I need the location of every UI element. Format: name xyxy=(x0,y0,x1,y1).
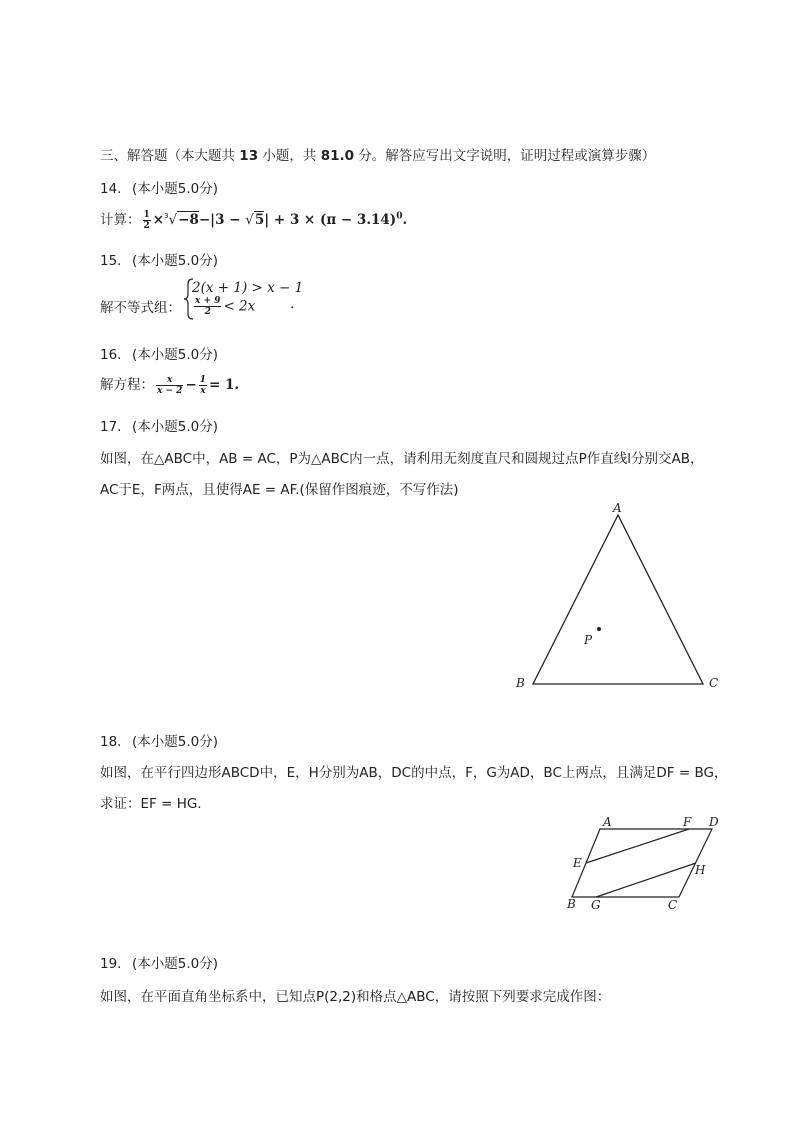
q14-frac-num: 1 xyxy=(143,209,150,220)
q18-parallelogram xyxy=(572,829,712,897)
q16-fraction-1 xyxy=(156,375,183,396)
section-count: 13 xyxy=(239,148,259,164)
q15-header xyxy=(100,249,218,269)
q18-label-f: F xyxy=(683,815,692,829)
q19-score: (本小题5.0分) xyxy=(132,956,219,972)
q14-expr2: −|3 − xyxy=(198,212,246,228)
q14-end: . xyxy=(402,212,408,228)
q18-number: 18. xyxy=(100,734,122,750)
q15-frac-num: x + 9 xyxy=(195,296,221,306)
q16-fraction-2 xyxy=(199,375,207,396)
q17-label-b: B xyxy=(516,676,525,690)
q14-problem: 计算： $\frac{1}{2}$ $\times^3√-8-|3 - √5| + 3 \times (\pi - 3.14)^0$. xyxy=(100,209,408,231)
q14-root2-body: 5 xyxy=(254,212,265,228)
q19-number: 19. xyxy=(100,956,122,972)
q14-frac-den: 2 xyxy=(143,220,150,231)
q15-number: 15. xyxy=(100,253,122,269)
q16-minus: − xyxy=(185,377,197,393)
q18-score: (本小题5.0分) xyxy=(132,734,219,750)
q16-f1-den: x − 2 xyxy=(157,385,183,396)
q16-f2-num: 1 xyxy=(199,374,207,385)
q16-f1-num: x xyxy=(156,375,183,386)
q14-score: (本小题5.0分) xyxy=(132,181,219,197)
q16-rest: = 1. xyxy=(209,377,240,393)
q18-label-h: H xyxy=(695,863,706,877)
q14-label: 计算： xyxy=(100,212,141,228)
q18-text-line1: 如图，在平行四边形ABCD中，E，H分别为AB，DC的中点，F，G为AD，BC上两点，且满足DF = BG， xyxy=(100,765,728,781)
q16-problem xyxy=(100,373,239,396)
q17-header xyxy=(100,415,218,435)
q14-root-index: 3 xyxy=(164,212,169,220)
q15-frac-den: 2 xyxy=(204,307,211,317)
section-prefix: 三、解答题（本大题共 xyxy=(100,148,240,164)
q18-label-b: B xyxy=(567,897,576,911)
q16-label: 解方程： xyxy=(100,377,154,393)
q15-label: 解不等式组： xyxy=(100,300,181,316)
q18-text-line2: 求证：EF = HG. xyxy=(100,796,202,812)
q15-end: . xyxy=(290,296,295,312)
q17-text-line1: 如图，在△ABC中，AB = AC，P为△ABC内一点，请利用无刻度直尺和圆规过点P作直线l分别交AB， xyxy=(100,451,704,467)
q17-label-c: C xyxy=(709,676,719,690)
q18-label-d: D xyxy=(709,815,719,829)
q16-header xyxy=(100,343,218,363)
q15-score: (本小题5.0分) xyxy=(132,253,219,269)
q17-number: 17. xyxy=(100,419,122,435)
q15-fraction xyxy=(194,296,221,317)
q18-label-g: G xyxy=(591,898,601,912)
q16-score: (本小题5.0分) xyxy=(132,347,219,363)
q15-ineq2-rest: < 2x xyxy=(223,298,256,315)
q18-label-c: C xyxy=(668,898,678,912)
q17-text-line2: AC于E，F两点，且使得AE = AF.(保留作图痕迹，不写作法) xyxy=(100,482,459,498)
q18-header xyxy=(100,730,218,750)
q14-fraction xyxy=(143,210,151,231)
q18-segment-ef xyxy=(586,829,689,863)
q15-inequality-2 xyxy=(192,296,255,317)
section-suffix: 分。解答应写出文字说明，证明过程或演算步骤） xyxy=(354,148,656,164)
q17-point-p xyxy=(597,627,601,631)
q17-label-a: A xyxy=(613,501,622,515)
q16-f2-den: x xyxy=(200,385,206,396)
section-heading xyxy=(100,144,655,164)
q17-label-p: P xyxy=(584,633,593,647)
q14-number: 14. xyxy=(100,181,122,197)
q18-label-e: E xyxy=(573,856,582,870)
q19-header xyxy=(100,952,218,972)
q14-exponent: 0 xyxy=(396,211,403,222)
q18-parallelogram-figure xyxy=(560,814,730,914)
q18-label-a: A xyxy=(603,815,612,829)
section-points: 81.0 xyxy=(320,148,354,164)
q19-text-line1: 如图，在平面直角坐标系中，已知点P(2,2)和格点△ABC，请按照下列要求完成作图： xyxy=(100,989,611,1005)
q14-times: × xyxy=(152,212,165,228)
q15-inequality-1: 2(x + 1) > x − 1 xyxy=(192,280,304,296)
q17-triangle xyxy=(533,515,703,684)
q17-score: (本小题5.0分) xyxy=(132,419,219,435)
section-mid: 小题，共 xyxy=(258,148,321,164)
q17-triangle-figure xyxy=(505,498,730,698)
q14-header xyxy=(100,177,218,197)
q14-expr3: | + 3 × (π − 3.14) xyxy=(264,212,397,228)
q14-root-body: −8 xyxy=(178,212,199,228)
q16-number: 16. xyxy=(100,347,122,363)
